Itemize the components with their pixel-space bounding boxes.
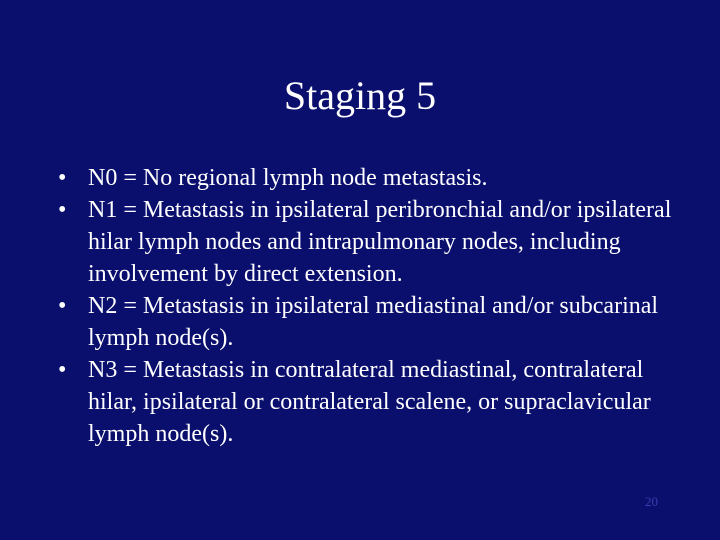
slide-number: 20 [645, 494, 658, 509]
bullet-dot-icon: • [58, 197, 67, 223]
bullet-item-n2 [52, 290, 672, 354]
bullet-text-n1: N1 = Metastasis in ipsilateral peribronchial and/or ipsilateral hilar lymph nodes and intrapulmonary nodes, including involvement by direct extension. [88, 197, 672, 287]
bullet-item-n0 [52, 162, 672, 194]
bullet-dot-icon: • [58, 357, 67, 383]
bullet-item-n1 [52, 194, 672, 290]
slide-title: Staging 5 [283, 73, 437, 118]
bullet-text-n2: N2 = Metastasis in ipsilateral mediastinal and/or subcarinal lymph node(s). [88, 293, 659, 351]
bullet-text-n3: N3 = Metastasis in contralateral mediastinal, contralateral hilar, ipsilateral or contralateral scalene, or supraclavicular lymph node(s). [88, 357, 651, 447]
bullet-item-n3 [52, 354, 672, 450]
bullet-dot-icon: • [58, 165, 67, 191]
bullet-text-n0: N0 = No regional lymph node metastasis. [88, 165, 488, 191]
bullet-list [52, 162, 672, 450]
bullet-dot-icon: • [58, 293, 67, 319]
